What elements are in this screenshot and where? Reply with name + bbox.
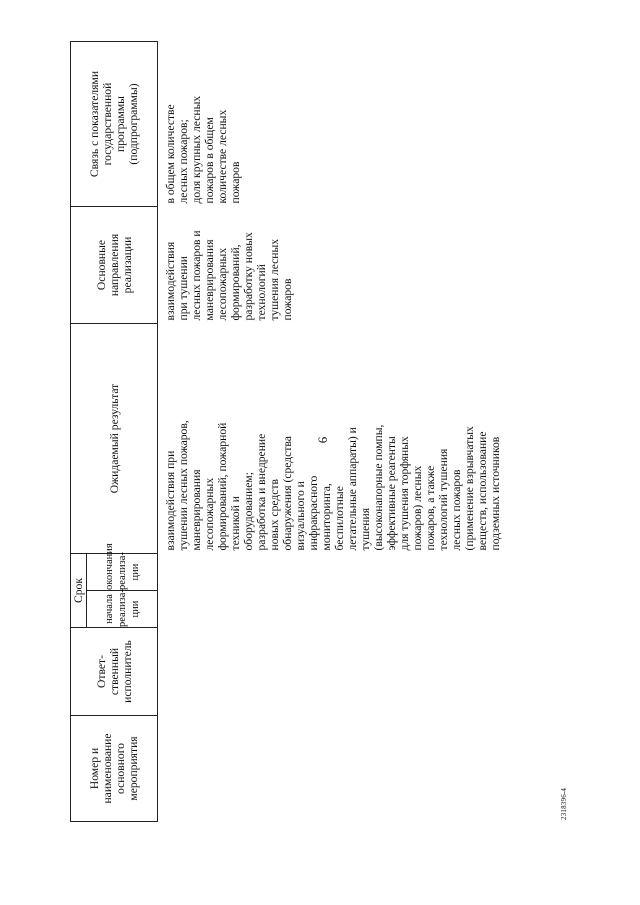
- header-responsible-executor: Ответ- ственный исполнитель: [71, 628, 158, 716]
- table-row: [158, 42, 503, 822]
- page-number: 6: [315, 436, 330, 444]
- header-measure-number-name: Номер и наименование основного мероприятия: [71, 716, 158, 822]
- header-expected-result: Ожидаемый результат: [71, 324, 158, 554]
- header-term-start: начала реализа- ции: [87, 591, 158, 628]
- cell-responsible-executor: [158, 628, 503, 716]
- cell-main-directions: взаимодействия при тушении лесных пожаров и маневрирования лесопожарных формирований, разработку новых технологий тушения лесных пожаров: [164, 230, 294, 321]
- cell-term-start: [158, 591, 503, 628]
- header-main-directions: Основные направления реализации: [71, 207, 158, 324]
- cell-term-end: [158, 554, 503, 591]
- cell-measure-number-name: [158, 716, 503, 822]
- rotated-table-region: [70, 42, 550, 822]
- cell-program-indicators-link: в общем количестве лесных пожаров; доля крупных лесных пожаров в общем количестве лесных пожаров: [164, 95, 242, 204]
- cell-expected-result: взаимодействия при тушении лесных пожаров, маневрирования лесопожарных формирований, пожарной техникой и оборудованием; разработка и внедрение новых средств обнаружения (средства визуального и инфракрасного мониторинга, беспилотные летательные аппараты) и тушения (высоконапорные помпы, эффективные реагенты для тушения торфяных пожаров) лесных пожаров, а также технологий тушения лесных пожаров (применение взрывчатых веществ, использование подземных источников: [164, 420, 502, 551]
- header-program-indicators-link: Связь с показателями государственной программы (подпрограммы): [71, 42, 158, 207]
- document-code: 2318396-4: [560, 787, 568, 820]
- header-term-end: окончания реализа- ции: [87, 554, 158, 591]
- header-term-group: Срок: [71, 554, 87, 628]
- measures-table: [70, 41, 502, 822]
